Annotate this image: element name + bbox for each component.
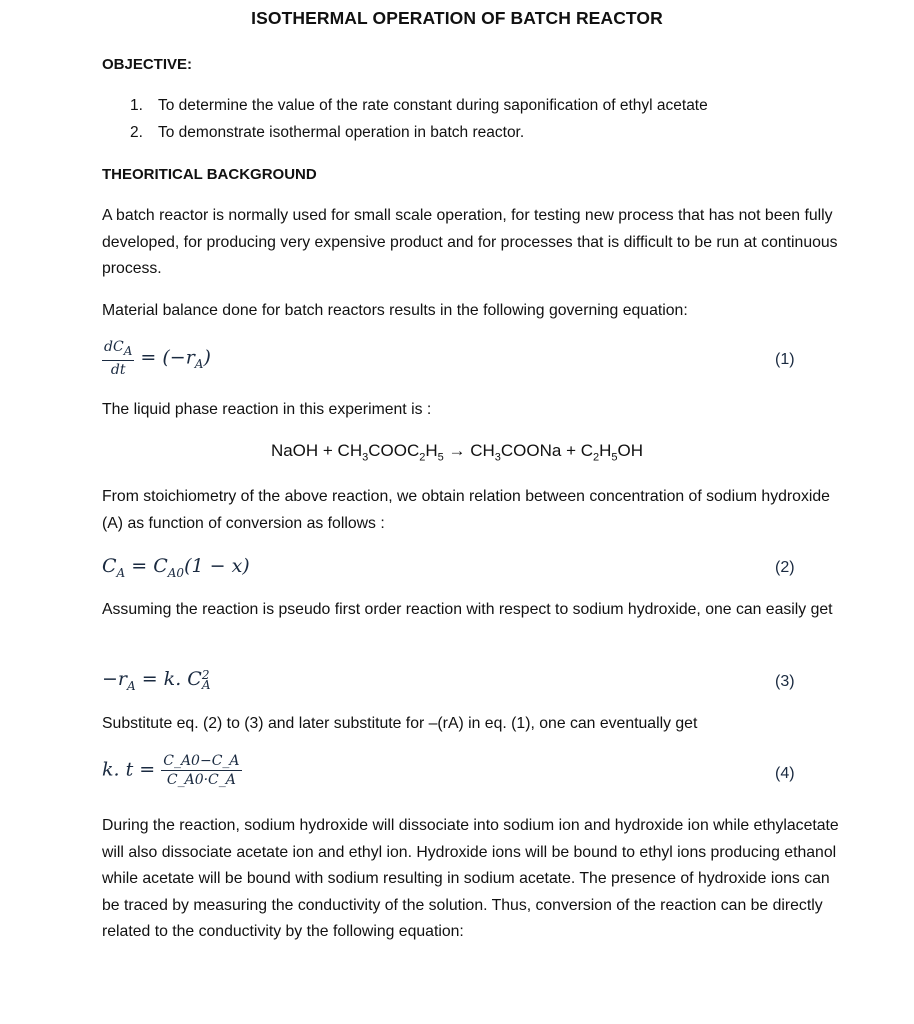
reaction-equation: NaOH + $CH_3COOC_2H_5$ → $CH_3COONa + C_2H_5OH$ [270,441,644,464]
paragraph-pseudo-first-order: Assuming the reaction is pseudo first order reaction with respect to sodium hydroxide, one can easily get [102,601,833,618]
objectives-list [130,96,708,150]
equation-4-fraction: $\frac{C\_A0-C\_A}{C\_A0\cdot C\_A}$ [163,753,240,788]
reaction-arrow: → CH [443,441,495,460]
equation-2-label: (2) [775,559,795,576]
equation-4-label: (4) [775,765,795,782]
page-title: ISOTHERMAL OPERATION OF BATCH REACTOR [251,8,663,28]
equation-3: $-r_A = k$. C 2 A [102,668,211,693]
objective-heading: OBJECTIVE: [102,56,193,73]
background-heading: THEORITICAL BACKGROUND [102,166,317,183]
paragraph-reaction-intro: The liquid phase reaction in this experiment is : [102,401,432,418]
equation-3-label: (3) [775,673,795,690]
paragraph-stoichiometry: From stoichiometry of the above reaction, we obtain relation between concentration of sodium hydroxide (A) as function of conversion as follows : [102,488,830,532]
paragraph-material-balance: Material balance done for batch reactors results in the following governing equation: [102,302,688,319]
equation-4: k. t = $\frac{C\_A0-C\_A}{C\_A0\cdot C\_A}$ [102,753,240,788]
objective-item: 2. To demonstrate isothermal operation in batch reactor. [130,124,525,141]
paragraph-substitute: Substitute eq. (2) to (3) and later substitute for –(rA) in eq. (1), one can eventually get [102,715,698,732]
equation-1: $\frac{dC_A}{dt}$ = $(-r_A)$ [104,339,211,378]
paragraph-intro: A batch reactor is normally used for small scale operation, for testing new process that has not been fully developed, for producing very expensive product and for processes that is difficult to be run at continuous process. [102,207,838,277]
paragraph-conductivity: During the reaction, sodium hydroxide will dissociate into sodium ion and hydroxide ion while ethylacetate will also dissociate acetate ion and ethyl ion. Hydroxide ions will be bound to ethyl ions producing ethanol while acetate will be bound with sodium resulting in sodium acetate. The presence of hydroxide ions can be traced by measuring the conductivity of the solution. Thus, conversion of the reaction can be directly related to the conductivity by the following equation: [102,817,839,940]
equation-2: $C_A = C_{A0}(1 - x)$ [102,555,250,580]
equation-1-fraction: $\frac{dC_A}{dt}$ [104,339,133,378]
equation-1-label: (1) [775,351,795,368]
objective-item: 1. To determine the value of the rate constant during saponification of ethyl acetate [130,97,708,114]
